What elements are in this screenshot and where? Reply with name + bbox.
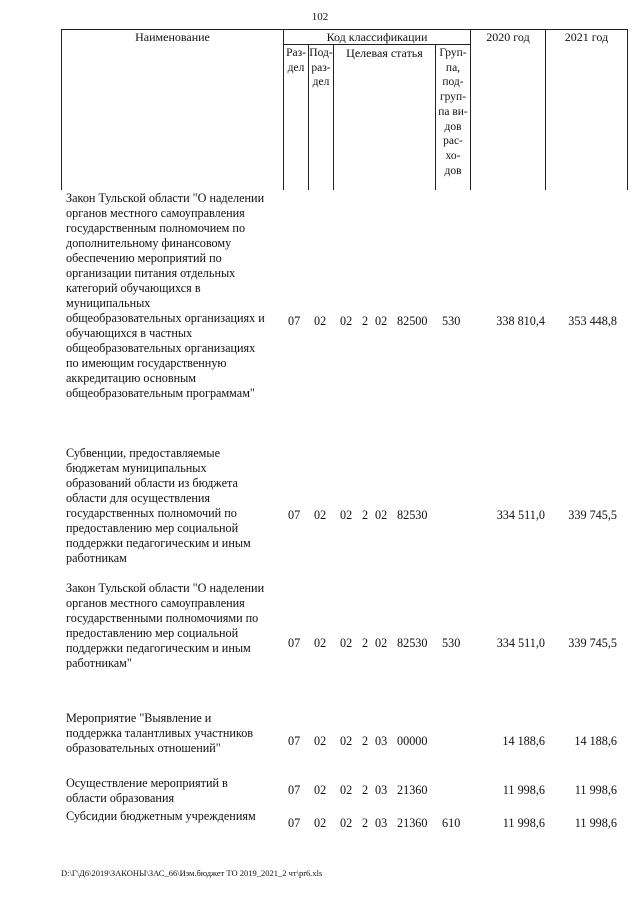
row-podrazdel: 02 [314, 314, 327, 328]
header-target: Целевая статья [346, 46, 423, 60]
table-header [61, 29, 628, 190]
row-value-2020: 334 511,0 [496, 636, 545, 650]
row-value-2021: 339 745,5 [568, 636, 617, 650]
row-value-2021: 14 188,6 [574, 734, 617, 748]
row-target-direction: 82500 [397, 314, 428, 328]
row-value-2021: 11 998,6 [574, 816, 617, 830]
header-podrazdel: Под- раз- дел [309, 47, 333, 89]
col-line-2021 [545, 29, 546, 190]
row-group: 610 [442, 816, 461, 830]
row-target-event: 03 [375, 816, 388, 830]
row-razdel: 07 [288, 314, 301, 328]
page-number: 102 [311, 11, 329, 23]
row-value-2021: 339 745,5 [568, 508, 617, 522]
row-target-event: 03 [375, 734, 388, 748]
col-line-target [333, 44, 334, 190]
row-razdel: 07 [288, 636, 301, 650]
row-value-2020: 338 810,4 [496, 314, 545, 328]
row-target-event: 02 [375, 314, 388, 328]
header-2020: 2020 год [486, 30, 530, 44]
col-line-2020 [470, 29, 471, 190]
row-value-2021: 353 448,8 [568, 314, 617, 328]
row-target-program: 02 [340, 314, 353, 328]
row-podrazdel: 02 [314, 734, 327, 748]
row-value-2021: 11 998,6 [574, 783, 617, 797]
row-target-subprogram: 2 [362, 816, 369, 830]
row-value-2020: 14 188,6 [502, 734, 545, 748]
row-razdel: 07 [288, 508, 301, 522]
row-target-event: 02 [375, 636, 388, 650]
row-target-subprogram: 2 [362, 734, 369, 748]
row-target-subprogram: 2 [362, 314, 369, 328]
header-name: Наименование [135, 30, 210, 44]
file-path-footer: D:\Г\Д6\2019\ЗАКОНЫ\ЗАС_66\Изм.бюджет ТО 2019_2021_2 чт\pr6.xls [61, 868, 323, 878]
row-target-program: 02 [340, 783, 353, 797]
header-left-border [61, 29, 62, 190]
row-target-direction: 82530 [397, 508, 428, 522]
row-podrazdel: 02 [314, 816, 327, 830]
row-name: Закон Тульской области "О наделении органов местного самоуправления государственными полномочиями по предоставлению мер социальной поддержки педагогическим и иным работникам" [66, 581, 265, 670]
row-target-subprogram: 2 [362, 636, 369, 650]
row-razdel: 07 [288, 816, 301, 830]
row-value-2020: 11 998,6 [502, 783, 545, 797]
row-target-program: 02 [340, 636, 353, 650]
row-target-program: 02 [340, 508, 353, 522]
row-target-direction: 00000 [397, 734, 428, 748]
header-2021: 2021 год [564, 30, 609, 44]
row-name: Закон Тульской области "О наделении органов местного самоуправления государственным полномочием по дополнительному финансовому обеспечению мероприятий по организации питания отдельных категорий обучающихся в муниципальных общеобразовательных организациях и обучающихся в частных общеобразовательных организациях по имеющим государственную аккредитацию основным общеобразовательным программам" [66, 191, 265, 400]
row-razdel: 07 [288, 734, 301, 748]
row-target-direction: 21360 [397, 783, 428, 797]
row-value-2020: 334 511,0 [496, 508, 545, 522]
row-name: Осуществление мероприятий в области образования [66, 776, 228, 805]
row-target-direction: 21360 [397, 816, 428, 830]
row-target-direction: 82530 [397, 636, 428, 650]
row-podrazdel: 02 [314, 783, 327, 797]
row-target-program: 02 [340, 816, 353, 830]
row-podrazdel: 02 [314, 508, 327, 522]
row-name: Субвенции, предоставляемые бюджетам муниципальных образований области из бюджета области для осуществления государственных полномочий по предоставлению мер социальной поддержки педагогическим и иным работникам [66, 446, 251, 565]
header-right-border [627, 29, 628, 190]
row-podrazdel: 02 [314, 636, 327, 650]
header-razdel: Раз- дел [286, 47, 306, 74]
row-name: Мероприятие "Выявление и поддержка талантливых участников образовательных отношений" [66, 711, 254, 755]
row-target-subprogram: 2 [362, 783, 369, 797]
row-group: 530 [442, 636, 461, 650]
header-code: Код классификации [326, 30, 428, 44]
header-group: Груп- па, под- груп- па ви- дов рас- хо- дов [438, 47, 468, 177]
row-name: Субсидии бюджетным учреждениям [66, 809, 256, 823]
row-target-program: 02 [340, 734, 353, 748]
row-target-subprogram: 2 [362, 508, 369, 522]
row-group: 530 [442, 314, 461, 328]
row-value-2020: 11 998,6 [502, 816, 545, 830]
row-razdel: 07 [288, 783, 301, 797]
row-target-event: 03 [375, 783, 388, 797]
row-target-event: 02 [375, 508, 388, 522]
